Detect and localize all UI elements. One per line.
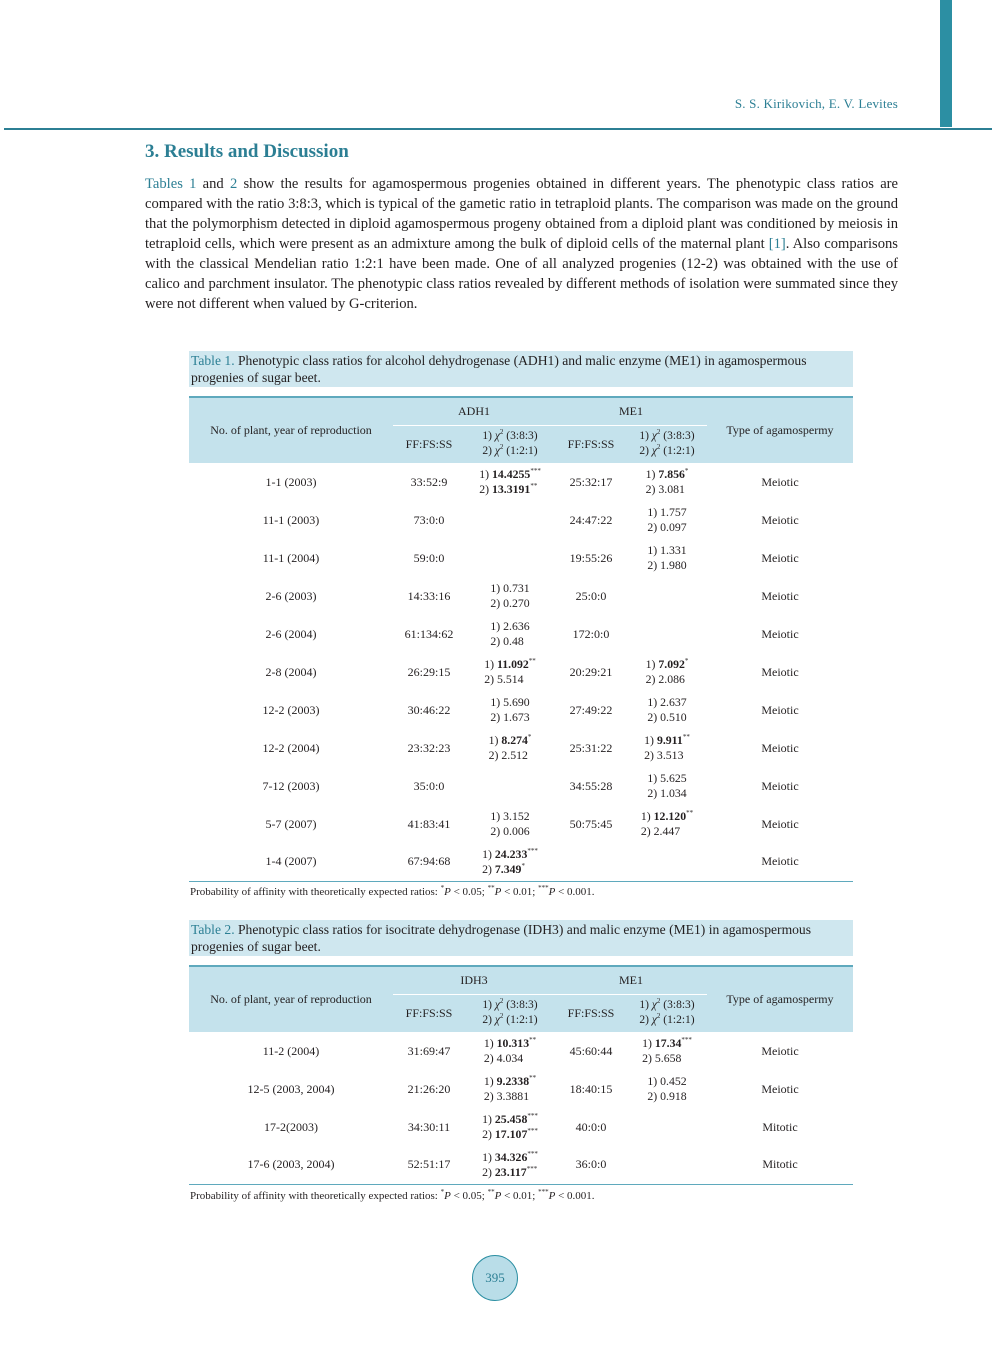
chi-value: 2) 1.034 (647, 786, 687, 800)
chi-value: 2) 5.658 (642, 1051, 682, 1065)
table1 (189, 396, 853, 882)
type-cell: Meiotic (761, 778, 799, 793)
chi-value: 2) 0.006 (490, 824, 530, 838)
chi-value: 2) 3.3881 (483, 1089, 530, 1103)
ratio-cell: 14:33:16 (407, 588, 451, 603)
chi-cell (465, 653, 555, 691)
ratio-cell: 33:52:9 (410, 474, 448, 489)
plant-cell: 12-2 (2003) (262, 702, 320, 717)
ratio-cell: 19:55:26 (569, 550, 613, 565)
type-cell: Meiotic (761, 1081, 799, 1096)
type-cell: Mitotic (707, 1146, 853, 1184)
chi-value: 2) 2.512 (488, 748, 528, 762)
chi-value: 1) 2.637 (647, 695, 687, 709)
chi1-label: 1) $\chi^2$ (3:8:3) (482, 428, 538, 443)
type-cell: Meiotic (761, 702, 799, 717)
ratio-cell: 18:40:15 (569, 1081, 613, 1096)
table1-link[interactable]: Tables 1 (145, 176, 197, 192)
table1-sub-ratio-1: FF:FS:SS (393, 425, 465, 463)
ratio-cell: 25:32:17 (569, 474, 613, 489)
chi-value: 1) 12.120** (640, 809, 694, 823)
chi-value: 2) 3.513 (644, 748, 684, 762)
plant-cell: 1-4 (2007) (189, 843, 393, 881)
chi-cell (465, 729, 555, 767)
para-and: and (196, 176, 230, 192)
type-cell: Meiotic (761, 626, 799, 641)
running-header-authors: S. S. Kirikovich, E. V. Levites (734, 96, 898, 111)
chi2-label: 2) $\chi^2$ (1:2:1) (482, 443, 538, 458)
chi-value: 1) 9.2338** (483, 1074, 537, 1088)
type-cell: Meiotic (761, 512, 799, 527)
ratio-cell: 36:0:0 (555, 1146, 627, 1184)
ratio-cell: 31:69:47 (407, 1043, 451, 1058)
plant-cell: 1-1 (2003) (265, 474, 317, 489)
chi-value: 2) 0.510 (647, 710, 687, 724)
table1-caption (189, 351, 853, 387)
ratio-cell: 45:60:44 (569, 1043, 613, 1058)
chi-value: 1) 14.4255*** (479, 467, 541, 481)
chi-cell (627, 577, 707, 615)
ratio-cell: 41:83:41 (407, 816, 451, 831)
chi-cell (627, 501, 707, 539)
chi-cell (465, 463, 555, 501)
chi1-label: 1) $\chi^2$ (3:8:3) (639, 997, 695, 1012)
table2-sub-ratio-1: FF:FS:SS (393, 994, 465, 1032)
ratio-cell: 172:0:0 (572, 626, 610, 641)
type-cell: Meiotic (761, 664, 799, 679)
chi-cell (627, 1146, 707, 1184)
ratio-cell: 20:29:21 (569, 664, 613, 679)
chi-cell (465, 577, 555, 615)
chi-cell (627, 1032, 707, 1070)
ratio-cell: 50:75:45 (569, 816, 613, 831)
table2-caption (189, 920, 853, 956)
chi-cell (627, 653, 707, 691)
chi-value: 2) 17.107*** (482, 1127, 538, 1141)
table1-sub-chi-1 (465, 425, 555, 463)
chi-cell (465, 1070, 555, 1108)
ratio-cell: 40:0:0 (575, 1119, 607, 1134)
para-text-2: . Also comparisons with the classical Mendelian ratio 1:2:1 have been made. One of all analyzed progenies (12-2) was obtained with the use of calico and parchment insulator. The phenotypic class ratios revealed by different methods of isolation were summated since they were not different when valued by G-criterion. (145, 236, 898, 312)
chi-value: 2) 4.034 (483, 1051, 524, 1065)
table2-caption-text: Phenotypic class ratios for isocitrate dehydrogenase (IDH3) and malic enzyme (ME1) in agamospermous progenies of sugar beet. (191, 922, 812, 954)
chi-value: 2) 3.081 (645, 482, 685, 496)
chi-cell (627, 729, 707, 767)
ratio-cell: 23:32:23 (407, 740, 451, 755)
chi-value: 1) 5.625 (647, 771, 687, 785)
table1-footnote: Probability of affinity with theoretically expected ratios: *P < 0.05; **P < 0.01; ***P < 0.001. (190, 884, 595, 898)
table2 (189, 965, 853, 1185)
chi-value: 1) 11.092** (484, 657, 536, 671)
chi-cell (465, 501, 555, 539)
plant-cell: 2-6 (2004) (265, 626, 317, 641)
table1-caption-label: Table 1. (191, 353, 235, 368)
header-rule (4, 128, 992, 130)
chi-cell (465, 1032, 555, 1070)
chi-value: 1) 1.331 (647, 543, 687, 557)
plant-cell: 2-8 (2004) (265, 664, 317, 679)
para-text-1: show the results for agamospermous progenies obtained in different years. The phenotypic class ratios are compared with the ratio 3:8:3, which is typical of the gametic ratio in tetraploid plants. The comparison was made on the ground that the polymorphism detected in diploid agamospermous progeny obtained from a diploid plant was conditioned by meiosis in tetraploid cells, which were present as an admixture among the bulk of diploid cells of the maternal plant (145, 176, 899, 252)
chi-value: 2) 1.980 (647, 558, 687, 572)
chi-value: 2) 0.270 (490, 596, 530, 610)
ratio-cell: 73:0:0 (413, 512, 445, 527)
plant-cell: 17-6 (2003, 2004) (189, 1146, 393, 1184)
chi1-label: 1) $\chi^2$ (3:8:3) (639, 428, 695, 443)
table1-sub-ratio-2: FF:FS:SS (555, 425, 627, 463)
chi2-label: 2) $\chi^2$ (1:2:1) (482, 1012, 538, 1027)
chi1-label: 1) $\chi^2$ (3:8:3) (482, 997, 538, 1012)
plant-cell: 12-2 (2004) (262, 740, 320, 755)
type-cell: Meiotic (761, 550, 799, 565)
chi-cell (465, 1108, 555, 1146)
chi-cell (465, 615, 555, 653)
chi2-label: 2) $\chi^2$ (1:2:1) (639, 1012, 695, 1027)
chi-value: 1) 7.856* (645, 467, 689, 481)
chi-value: 1) 5.690 (490, 695, 530, 709)
chi-value: 2) 2.086 (645, 672, 685, 686)
chi-value: 1) 2.636 (490, 619, 530, 633)
ratio-cell: 61:134:62 (404, 626, 454, 641)
table2-col-plant: No. of plant, year of reproduction (189, 966, 393, 1032)
type-cell: Meiotic (761, 474, 799, 489)
ratio-cell: 25:0:0 (575, 588, 607, 603)
ratio-cell: 34:30:11 (407, 1119, 451, 1134)
chi-value: 1) 34.326*** (482, 1149, 538, 1164)
ratio-cell: 52:51:17 (393, 1146, 465, 1184)
chi-value: 1) 7.092* (645, 657, 689, 671)
header-accent-bar (940, 0, 952, 127)
table1-caption-text: Phenotypic class ratios for alcohol dehydrogenase (ADH1) and malic enzyme (ME1) in agamospermous progenies of sugar beet. (191, 353, 807, 385)
chi-value: 2) 13.3191** (479, 482, 538, 496)
chi-cell (465, 843, 555, 881)
chi-value: 1) 0.731 (490, 581, 530, 595)
chi-value: 2) 2.447 (640, 824, 681, 838)
ratio-cell: 59:0:0 (413, 550, 445, 565)
plant-cell: 5-7 (2007) (265, 816, 317, 831)
chi-value: 2) 0.918 (647, 1089, 687, 1103)
chi-cell (465, 691, 555, 729)
plant-cell: 12-5 (2003, 2004) (247, 1081, 335, 1096)
ratio-cell: 26:29:15 (407, 664, 451, 679)
chi-value: 1) 3.152 (490, 809, 530, 823)
type-cell: Meiotic (761, 740, 799, 755)
type-cell: Mitotic (762, 1119, 798, 1134)
ratio-cell: 30:46:22 (407, 702, 451, 717)
chi-value: 2) 0.48 (490, 634, 524, 648)
chi-cell (465, 805, 555, 843)
chi-value: 2) 7.349* (482, 861, 525, 876)
chi-cell (627, 691, 707, 729)
table1-group-adh1: ADH1 (393, 397, 555, 425)
plant-cell: 17-2(2003) (264, 1119, 318, 1134)
body-paragraph (145, 174, 898, 314)
chi-cell (627, 843, 707, 881)
chi-cell (627, 1070, 707, 1108)
table1-sub-chi-2 (627, 425, 707, 463)
plant-cell: 11-2 (2004) (262, 1043, 320, 1058)
reference-link[interactable]: [1] (768, 236, 786, 252)
table2-col-type: Type of agamospermy (707, 966, 853, 1032)
ratio-cell: 25:31:22 (569, 740, 613, 755)
type-cell: Meiotic (761, 588, 799, 603)
table2-sub-chi-2 (627, 994, 707, 1032)
chi-value: 2) 1.673 (490, 710, 530, 724)
table2-sub-chi-1 (465, 994, 555, 1032)
chi2-label: 2) $\chi^2$ (1:2:1) (639, 443, 695, 458)
type-cell: Meiotic (707, 843, 853, 881)
chi-value: 1) 1.757 (647, 505, 687, 519)
table2-caption-label: Table 2. (191, 922, 235, 937)
chi-cell (465, 1146, 555, 1184)
chi-value: 1) 17.34*** (642, 1036, 692, 1050)
chi-value: 2) 5.514 (484, 672, 524, 686)
chi-value: 1) 24.233*** (482, 846, 538, 861)
chi-value: 1) 9.911** (644, 733, 690, 747)
chi-cell (627, 615, 707, 653)
table1-group-me1: ME1 (555, 397, 707, 425)
chi-value: 1) 25.458*** (482, 1112, 538, 1126)
ratio-cell: 24:47:22 (569, 512, 613, 527)
plant-cell: 2-6 (2003) (265, 588, 317, 603)
ratio-cell: 27:49:22 (569, 702, 613, 717)
chi-cell (627, 805, 707, 843)
table2-link[interactable]: 2 (229, 176, 238, 192)
chi-cell (627, 539, 707, 577)
plant-cell: 11-1 (2004) (262, 550, 320, 565)
ratio-cell: 34:55:28 (569, 778, 613, 793)
chi-cell (627, 767, 707, 805)
table1-col-type: Type of agamospermy (707, 397, 853, 463)
plant-cell: 11-1 (2003) (262, 512, 320, 527)
ratio-cell: 21:26:20 (407, 1081, 451, 1096)
chi-value: 1) 0.452 (647, 1074, 687, 1088)
chi-value: 1) 8.274* (488, 733, 532, 747)
chi-cell (465, 767, 555, 805)
table2-group-me1: ME1 (555, 966, 707, 994)
chi-value: 2) 23.117*** (482, 1164, 538, 1179)
table1-col-plant: No. of plant, year of reproduction (189, 397, 393, 463)
section-heading: 3. Results and Discussion (145, 141, 349, 162)
ratio-cell: 67:94:68 (393, 843, 465, 881)
chi-value: 2) 0.097 (647, 520, 687, 534)
chi-cell (627, 463, 707, 501)
ratio-cell (555, 843, 627, 881)
table2-group-idh3: IDH3 (393, 966, 555, 994)
chi-value: 1) 10.313** (483, 1036, 537, 1050)
ratio-cell: 35:0:0 (413, 778, 445, 793)
table2-sub-ratio-2: FF:FS:SS (555, 994, 627, 1032)
table2-footnote: Probability of affinity with theoretically expected ratios: *P < 0.05; **P < 0.01; ***P < 0.001. (190, 1188, 595, 1202)
chi-cell (627, 1108, 707, 1146)
page-number: 395 (472, 1255, 518, 1301)
type-cell: Meiotic (761, 1043, 799, 1058)
plant-cell: 7-12 (2003) (262, 778, 320, 793)
chi-cell (465, 539, 555, 577)
type-cell: Meiotic (761, 816, 799, 831)
